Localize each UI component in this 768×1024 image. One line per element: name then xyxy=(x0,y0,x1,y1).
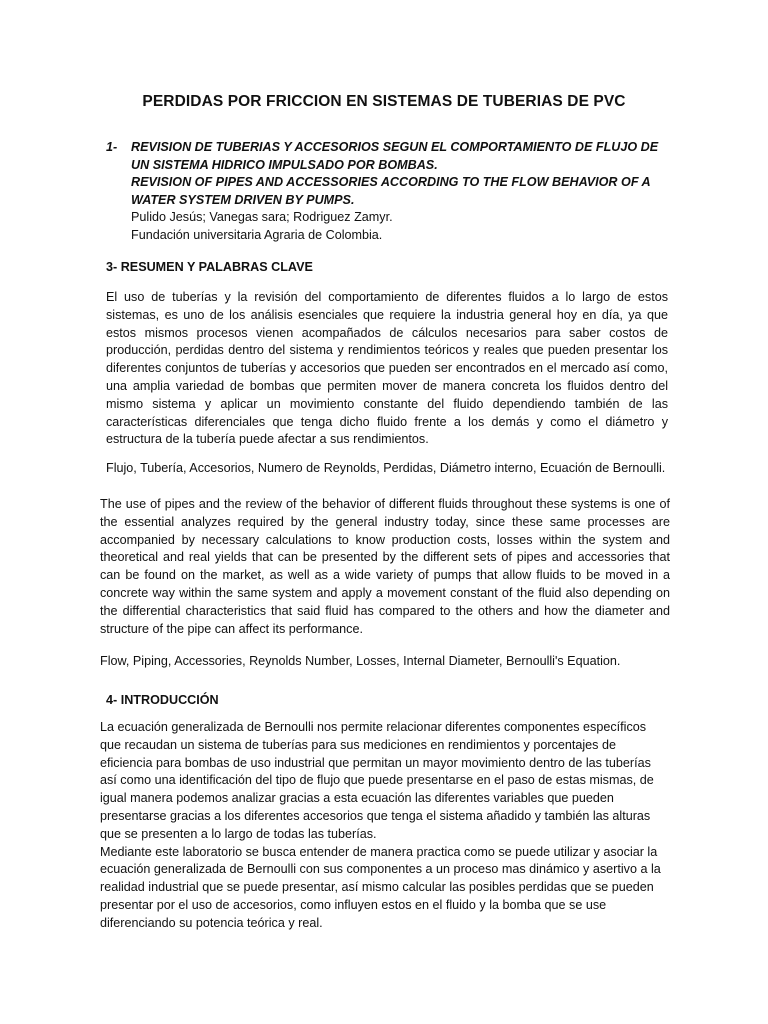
section-1-authors: Pulido Jesús; Vanegas sara; Rodriguez Zamyr. xyxy=(131,210,393,225)
section-1-title-en: REVISION OF PIPES AND ACCESSORIES ACCORDING TO THE FLOW BEHAVIOR OF A WATER SYSTEM DRIVEN BY PUMPS. xyxy=(131,175,651,207)
section-1-institution: Fundación universitaria Agraria de Colombia. xyxy=(131,227,383,242)
palabras-clave: Flujo, Tubería, Accesorios, Numero de Reynolds, Perdidas, Diámetro interno, Ecuación de Bernoulli. xyxy=(106,461,666,475)
section-1-title-es: REVISION DE TUBERIAS Y ACCESORIOS SEGUN EL COMPORTAMIENTO DE FLUJO DE UN SISTEMA HIDRICO IMPULSADO POR BOMBAS. xyxy=(131,140,659,172)
document-title: PERDIDAS POR FRICCION EN SISTEMAS DE TUBERIAS DE PVC xyxy=(142,93,626,110)
section-1 xyxy=(106,139,666,245)
introduccion-paragraph-2: Mediante este laboratorio se busca entender de manera practica como se puede utilizar y asociar la ecuación generalizada de Bernoulli con sus componentes a un proceso mas dinámico y asertivo a la realidad industrial que se puede presentar, así mismo calcular las posibles perdidas que se pueden presentar por el uso de accesorios, como influyen estos en el fluido y la bomba que se use diferenciando su potencia teórica y real. xyxy=(100,844,661,930)
introduccion-text xyxy=(100,719,670,933)
section-4-heading: 4- INTRODUCCIÓN xyxy=(106,693,219,707)
introduccion-paragraph-1: La ecuación generalizada de Bernoulli nos permite relacionar diferentes componentes específicos que recaudan un sistema de tuberías para sus mediciones en rendimientos y porcentajes de eficiencia para bombas de uso industrial que permitan un mayor movimiento dentro de las tuberías así como una identificación del tipo de flujo que puede presentarse en el paso de estas mismas, de igual manera podemos analizar gracias a esta ecuación las diferentes variables que pueden presentarse gracias a los diferentes accesorios que tenga el sistema añadido y también las alturas que se presenten a lo largo de todas las tuberías. xyxy=(100,720,654,841)
abstract-paragraph: The use of pipes and the review of the behavior of different fluids throughout these systems is one of the essential analyzes required by the general industry today, since these same processes are accompanied by necessary calculations to know production costs, losses within the system and theoretical and real yields that can be presented by the different sets of pipes and accessories that can be found on the market, as well as a wide variety of pumps that allow fluids to be moved in a concrete way within the same system and apply a movement constant of the fluid also depending on the differential characteristics that said fluid has compared to the others and how the diameter and structure of the pipe can affect its performance. xyxy=(100,497,670,636)
section-3-heading: 3- RESUMEN Y PALABRAS CLAVE xyxy=(106,260,313,274)
keywords: Flow, Piping, Accessories, Reynolds Number, Losses, Internal Diameter, Bernoulli's Equation. xyxy=(100,654,621,668)
resumen-paragraph: El uso de tuberías y la revisión del comportamiento de diferentes fluidos a lo largo de estos sistemas, es uno de los análisis esenciales que requiere la industria general hoy en día, ya que estos mismos procesos vienen acompañados de cálculos necesarios para saber costos de producción, perdidas dentro del sistema y rendimientos teóricos y reales que pueden presentar los diferentes conjuntos de tuberías y accesorios que pueden ser encontrados en el mercado así como, una amplia variedad de bombas que permiten mover de manera concreta los fluidos dentro del mismo sistema y aplicar un movimiento constante del fluido dependiendo también de las características diferenciales que tenga dicho fluido frente a los demás y como el diámetro y estructura de la tubería puede afectar a sus rendimientos. xyxy=(106,290,668,447)
section-1-number: 1- xyxy=(106,140,118,154)
